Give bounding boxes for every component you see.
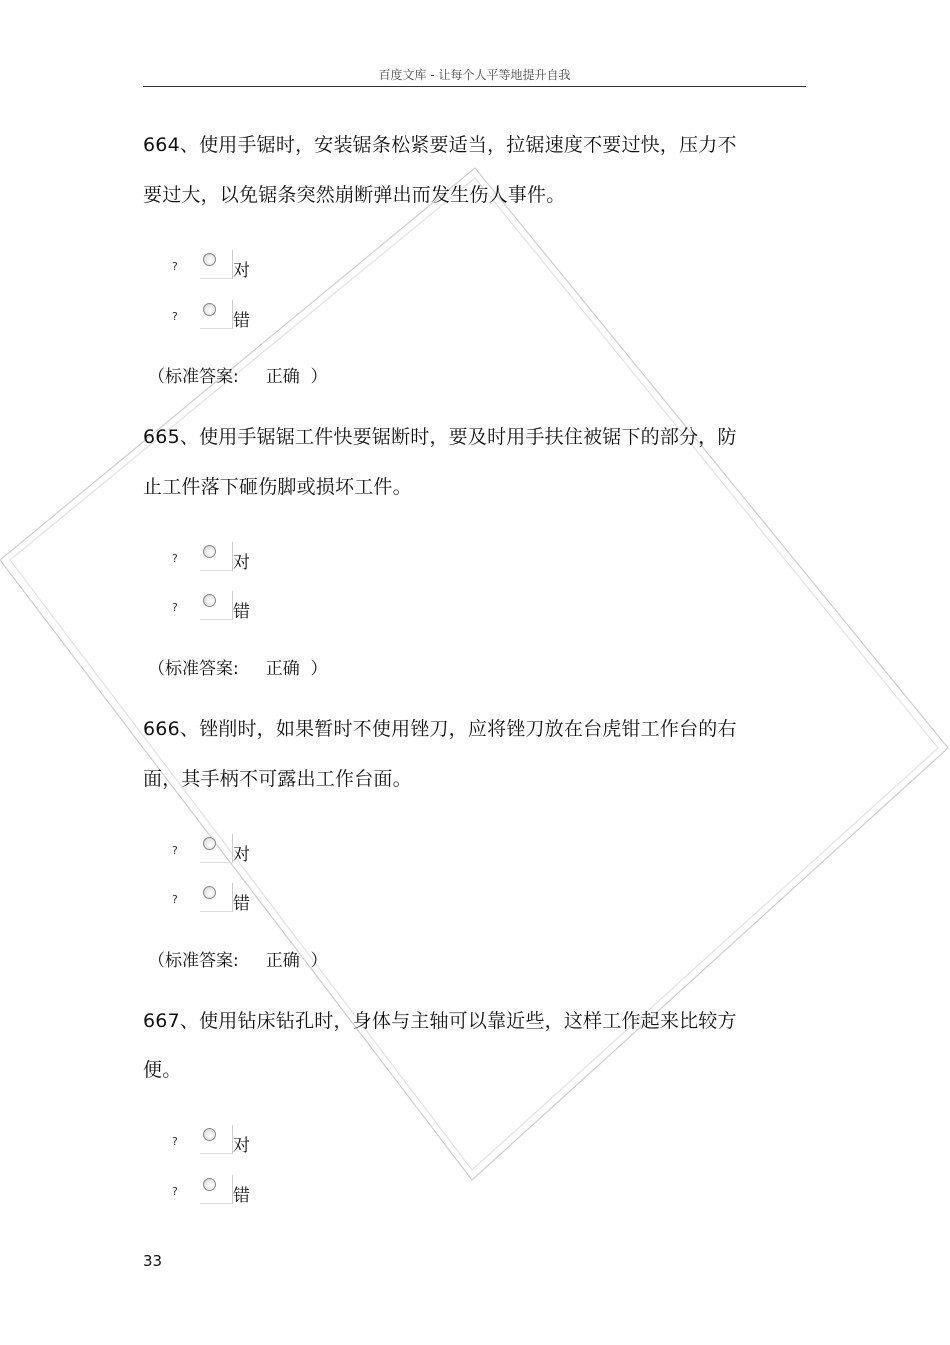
option-false[interactable] (172, 591, 292, 621)
page-header: 百度文库 - 让每个人平等地提升自我 (378, 68, 571, 82)
standard-answer: （标准答案: 正确 ） (148, 951, 328, 971)
option-false[interactable] (172, 300, 292, 330)
radio-button-icon[interactable] (200, 591, 233, 620)
radio-button-icon[interactable] (200, 542, 233, 571)
standard-answer: （标准答案: 正确 ） (148, 659, 328, 679)
radio-button-icon[interactable] (200, 1175, 233, 1204)
radio-button-icon[interactable] (200, 883, 233, 912)
standard-answer: （标准答案: 正确 ） (148, 367, 328, 387)
option-label: 对 (233, 845, 250, 865)
question-text-line: 要过大，以免锯条突然崩断弹出而发生伤人事件。 (143, 184, 566, 206)
header-divider (143, 86, 806, 87)
question-text-line: 664、使用手锯时，安装锯条松紧要适当，拉锯速度不要过快，压力不 (143, 134, 737, 156)
option-true[interactable] (172, 834, 292, 864)
question-text-line: 666、锉削时，如果暂时不使用锉刀，应将锉刀放在台虎钳工作台的右 (143, 718, 737, 740)
question-text-line: 667、使用钻床钻孔时，身体与主轴可以靠近些，这样工作起来比较方 (143, 1010, 737, 1032)
option-true[interactable] (172, 1125, 292, 1155)
question-text-line: 665、使用手锯锯工件快要锯断时，要及时用手扶住被锯下的部分，防 (143, 426, 737, 448)
option-label: 对 (233, 1136, 250, 1156)
option-marker: ? (172, 893, 178, 906)
option-marker: ? (172, 260, 178, 273)
option-marker: ? (172, 552, 178, 565)
option-marker: ? (172, 601, 178, 614)
radio-button-icon[interactable] (200, 250, 233, 279)
question-text-line: 止工件落下砸伤脚或损坏工件。 (143, 476, 412, 498)
option-label: 错 (233, 894, 250, 914)
option-marker: ? (172, 1135, 178, 1148)
option-label: 对 (233, 261, 250, 281)
radio-button-icon[interactable] (200, 1125, 233, 1154)
question-text-line: 面，其手柄不可露出工作台面。 (143, 768, 412, 790)
option-label: 对 (233, 553, 250, 573)
radio-button-icon[interactable] (200, 834, 233, 863)
option-false[interactable] (172, 1175, 292, 1205)
option-marker: ? (172, 844, 178, 857)
option-label: 错 (233, 311, 250, 331)
option-marker: ? (172, 310, 178, 323)
option-marker: ? (172, 1185, 178, 1198)
radio-button-icon[interactable] (200, 300, 233, 329)
option-label: 错 (233, 602, 250, 622)
option-false[interactable] (172, 883, 292, 913)
question-text-line: 便。 (143, 1059, 182, 1081)
option-true[interactable] (172, 250, 292, 280)
option-true[interactable] (172, 542, 292, 572)
option-label: 错 (233, 1186, 250, 1206)
page-number: 33 (143, 1252, 163, 1270)
